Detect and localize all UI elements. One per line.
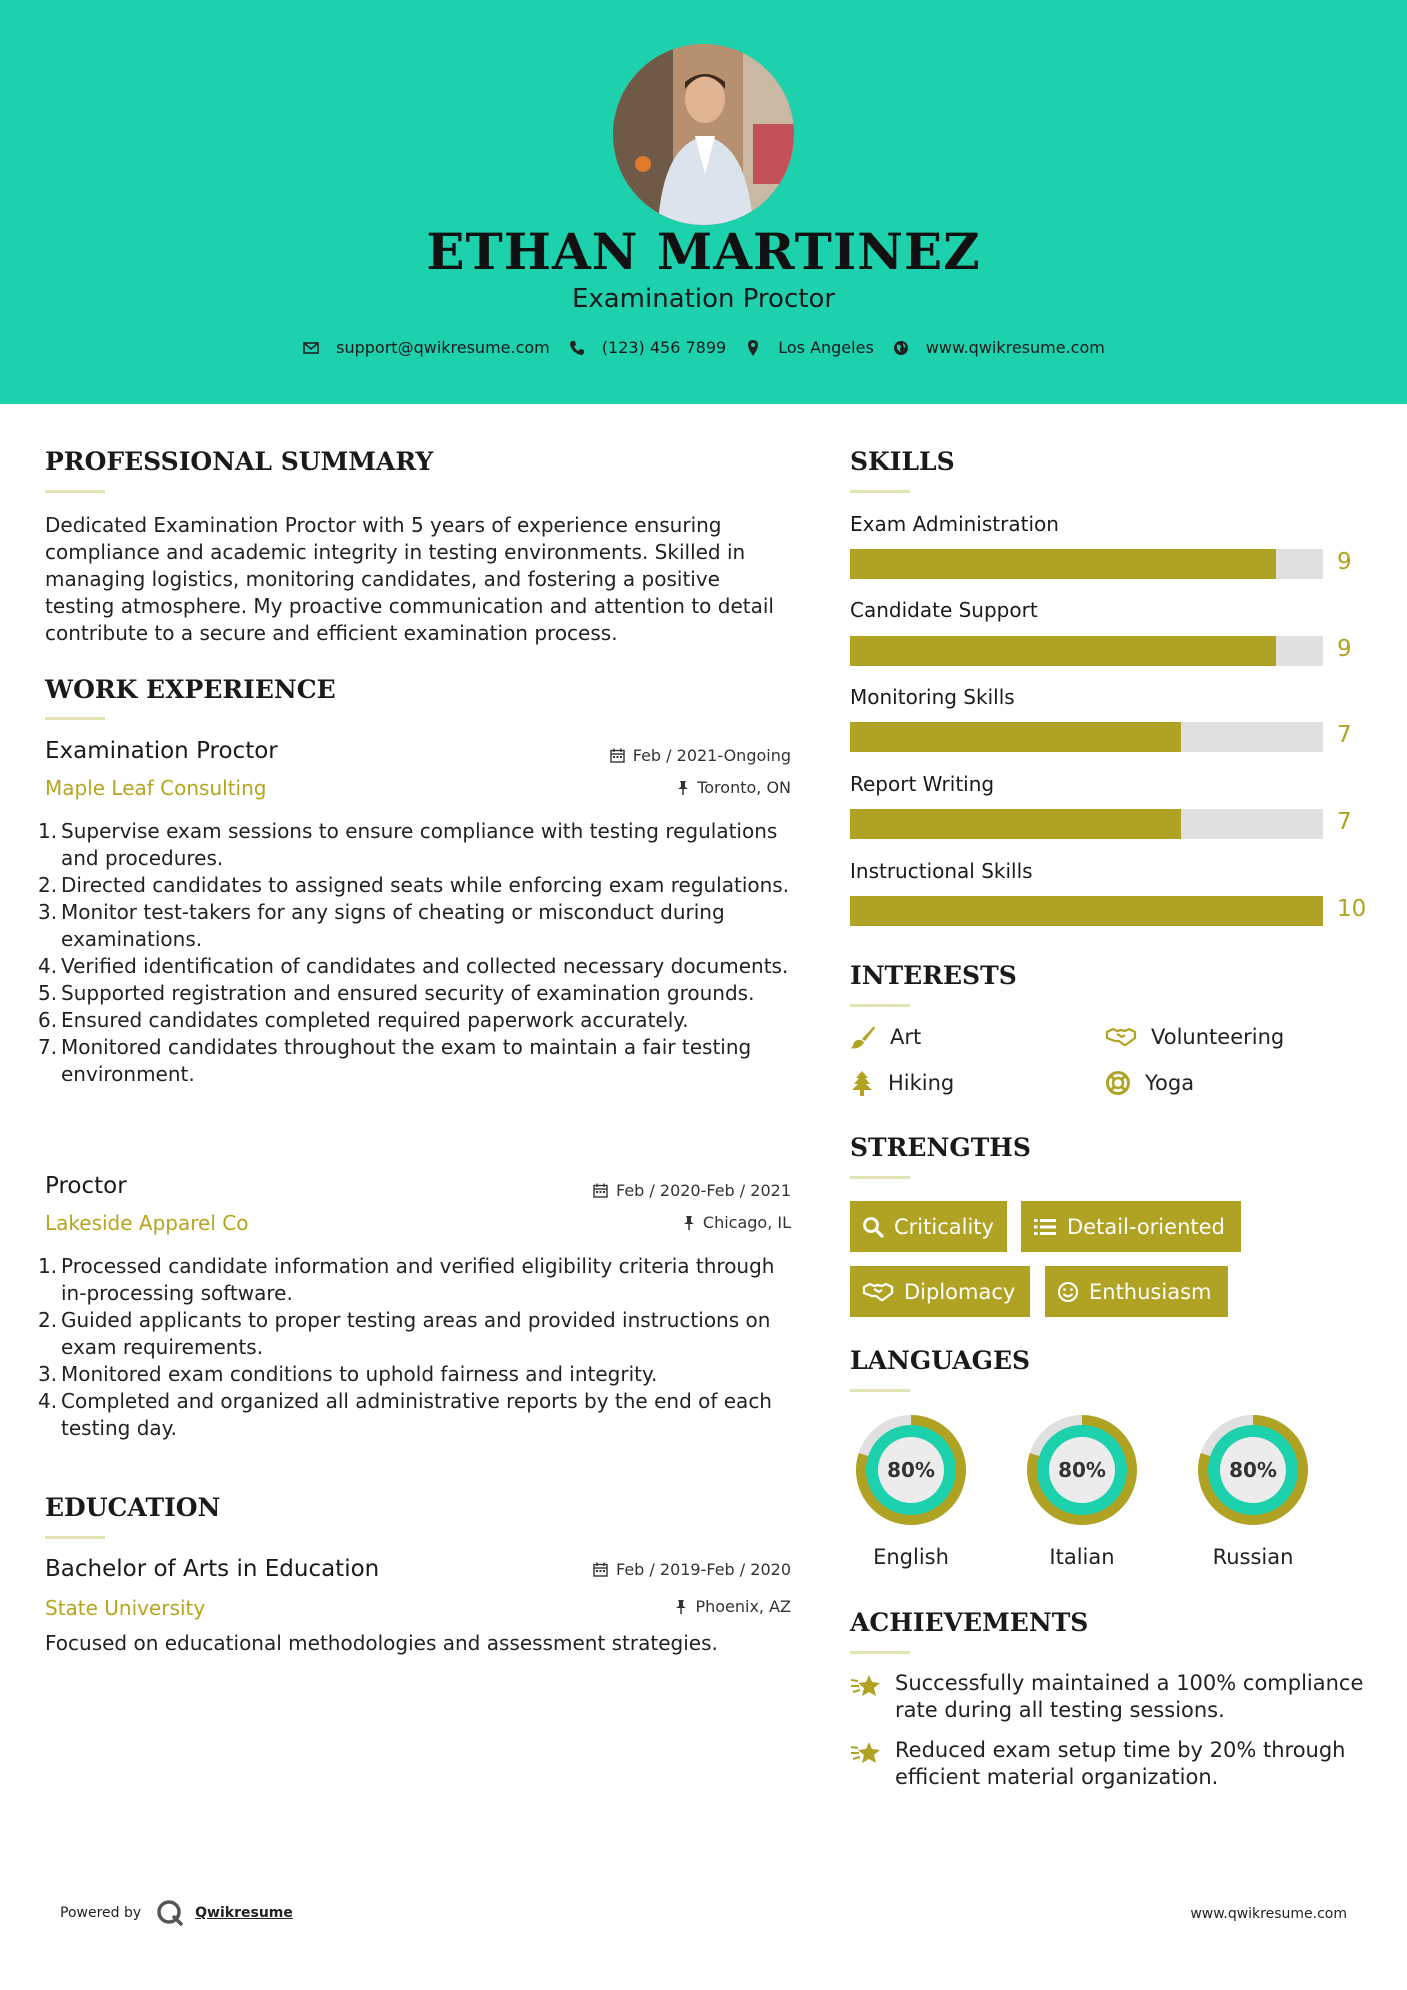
- contact-email[interactable]: [302, 338, 550, 357]
- job-1-dates: [560, 746, 791, 765]
- contact-location: [744, 338, 874, 357]
- skill-value: 9: [1337, 636, 1352, 662]
- strength-tag-enthusiasm: [1045, 1266, 1228, 1317]
- strength-label: Enthusiasm: [1089, 1279, 1212, 1304]
- skill-value: 7: [1337, 809, 1352, 835]
- list-item: 1. Processed candidate information and verified eligibility criteria through in-processing software.: [38, 1254, 775, 1305]
- language-italian-donut: [1021, 1409, 1143, 1531]
- interest-yoga-label: Yoga: [1145, 1071, 1195, 1095]
- list-item: 2. Directed candidates to assigned seats while enforcing exam regulations.: [38, 873, 790, 897]
- skill-bar-track: [850, 809, 1323, 839]
- job-1-title: Examination Proctor: [45, 738, 278, 764]
- list-item: 2. Guided applicants to proper testing areas and provided instructions on exam requirements.: [38, 1308, 771, 1359]
- pin-icon: [683, 1215, 695, 1230]
- languages-title: LANGUAGES: [850, 1346, 1031, 1375]
- education-location-text: Phoenix, AZ: [695, 1597, 791, 1616]
- footer-powered-by: [60, 1898, 293, 1928]
- qwikresume-link[interactable]: Qwikresume: [195, 1905, 293, 1921]
- calendar-icon: [610, 748, 625, 763]
- job-1-bullets: [38, 818, 798, 1088]
- work-title-underline: [45, 717, 105, 720]
- strength-label: Detail-oriented: [1067, 1214, 1225, 1239]
- person-photo-icon: [613, 44, 794, 225]
- language-label: Russian: [1212, 1545, 1294, 1569]
- contact-website[interactable]: [892, 338, 1105, 357]
- skill-bar-fill: [850, 549, 1276, 579]
- skill-label: Report Writing: [850, 772, 995, 796]
- interest-hiking-label: Hiking: [888, 1071, 955, 1095]
- shooting-star-icon: [850, 1739, 882, 1767]
- skill-bar-track: [850, 896, 1323, 926]
- interest-hiking: [850, 1070, 954, 1096]
- globe-icon: [892, 339, 910, 357]
- contact-email-text: support@qwikresume.com: [336, 338, 550, 357]
- candidate-role: Examination Proctor: [571, 284, 836, 314]
- calendar-icon: [593, 1183, 608, 1198]
- candidate-name: ETHAN MARTINEZ: [426, 222, 981, 281]
- skill-value: 9: [1337, 549, 1352, 575]
- skill-bar-track: [850, 636, 1323, 666]
- strength-tag-criticality: [850, 1201, 1007, 1252]
- interest-volunteering: [1105, 1025, 1284, 1049]
- qwikresume-logo-icon: [155, 1898, 185, 1928]
- skill-bar-track: [850, 549, 1323, 579]
- tree-icon: [850, 1070, 874, 1096]
- language-percent: 80%: [1058, 1458, 1106, 1482]
- education-dates-text: Feb / 2019-Feb / 2020: [616, 1560, 791, 1579]
- smile-icon: [1057, 1281, 1079, 1303]
- profile-photo: [613, 44, 794, 225]
- achievement-item: [850, 1737, 1370, 1791]
- interests-title: INTERESTS: [850, 961, 1017, 990]
- job-2-location-text: Chicago, IL: [702, 1213, 791, 1232]
- phone-icon: [568, 339, 586, 357]
- achievements-title: ACHIEVEMENTS: [850, 1608, 1089, 1637]
- contact-website-text: www.qwikresume.com: [925, 338, 1105, 357]
- interest-art-label: Art: [890, 1025, 922, 1049]
- education-title-underline: [45, 1536, 105, 1539]
- job-1-location: [560, 778, 791, 797]
- job-2-title: Proctor: [45, 1173, 127, 1199]
- languages-title-underline: [850, 1389, 910, 1392]
- interest-yoga: [1105, 1070, 1194, 1096]
- contact-phone-text: (123) 456 7899: [601, 338, 727, 357]
- strength-tag-detail-oriented: [1021, 1201, 1241, 1252]
- strengths-title-underline: [850, 1176, 910, 1179]
- job-1-company: Maple Leaf Consulting: [45, 776, 267, 800]
- map-marker-icon: [744, 339, 762, 357]
- education-school: State University: [45, 1596, 206, 1620]
- contact-bar: [0, 338, 1407, 357]
- interest-volunteering-label: Volunteering: [1151, 1025, 1285, 1049]
- list-item: 6. Ensured candidates completed required paperwork accurately.: [38, 1008, 689, 1032]
- handshake-icon: [1105, 1025, 1137, 1049]
- pin-icon: [677, 780, 689, 795]
- job-2-company: Lakeside Apparel Co: [45, 1211, 249, 1235]
- list-item: 3. Monitored exam conditions to uphold fairness and integrity.: [38, 1362, 658, 1386]
- skill-value: 7: [1337, 722, 1352, 748]
- list-item: 4. Completed and organized all administrative reports by the end of each testing day.: [38, 1389, 772, 1440]
- pin-icon: [675, 1599, 687, 1614]
- calendar-icon: [593, 1562, 608, 1577]
- interests-title-underline: [850, 1004, 910, 1007]
- skills-title-underline: [850, 490, 910, 493]
- list-item: 7. Monitored candidates throughout the exam to maintain a fair testing environment.: [38, 1035, 752, 1086]
- skill-bar-fill: [850, 809, 1181, 839]
- skill-bar-track: [850, 722, 1323, 752]
- skills-title: SKILLS: [850, 447, 955, 476]
- strength-label: Criticality: [894, 1214, 994, 1239]
- education-dates: [560, 1560, 791, 1579]
- skill-label: Instructional Skills: [850, 859, 1033, 883]
- summary-title-underline: [45, 490, 105, 493]
- job-2-location: [560, 1213, 791, 1232]
- language-label: Italian: [1049, 1545, 1115, 1569]
- language-label: English: [873, 1545, 949, 1569]
- contact-phone[interactable]: [568, 338, 726, 357]
- lifering-icon: [1105, 1070, 1131, 1096]
- job-1-location-text: Toronto, ON: [697, 778, 791, 797]
- list-icon: [1033, 1217, 1057, 1237]
- achievements-title-underline: [850, 1651, 910, 1654]
- job-2-bullets: [38, 1253, 798, 1442]
- list-item: 5. Supported registration and ensured security of examination grounds.: [38, 981, 755, 1005]
- skill-bar-fill: [850, 896, 1323, 926]
- job-2-dates: [560, 1181, 791, 1200]
- strength-label: Diplomacy: [904, 1279, 1016, 1304]
- language-percent: 80%: [1229, 1458, 1277, 1482]
- strengths-title: STRENGTHS: [850, 1133, 1031, 1162]
- skill-value: 10: [1337, 896, 1367, 922]
- footer-website[interactable]: www.qwikresume.com: [1190, 1906, 1347, 1922]
- summary-text: Dedicated Examination Proctor with 5 years of experience ensuring compliance and academic integrity in testing environments. Skilled in managing logistics, monitoring candidates, and fostering a positive testing atmosphere. My proactive communication and attention to detail contribute to a secure and efficient examination process.: [45, 513, 774, 645]
- skill-bar-fill: [850, 722, 1181, 752]
- summary-title: PROFESSIONAL SUMMARY: [45, 447, 434, 476]
- search-icon: [862, 1216, 884, 1238]
- list-item: 3. Monitor test-takers for any signs of cheating or misconduct during examinations.: [38, 900, 725, 951]
- paintbrush-icon: [850, 1025, 876, 1049]
- envelope-icon: [302, 339, 320, 357]
- job-1-dates-text: Feb / 2021-Ongoing: [632, 746, 791, 765]
- resume-header: [0, 0, 1407, 404]
- achievement-item: [850, 1670, 1370, 1724]
- work-title: WORK EXPERIENCE: [45, 675, 336, 704]
- education-description: Focused on educational methodologies and assessment strategies.: [45, 1631, 718, 1655]
- skill-label: Exam Administration: [850, 512, 1059, 536]
- education-title: EDUCATION: [45, 1493, 221, 1522]
- education-location: [560, 1597, 791, 1616]
- education-degree: Bachelor of Arts in Education: [45, 1556, 380, 1582]
- handshake-icon: [862, 1280, 894, 1304]
- list-item: 4. Verified identification of candidates and collected necessary documents.: [38, 954, 789, 978]
- language-russian-donut: [1192, 1409, 1314, 1531]
- shooting-star-icon: [850, 1672, 882, 1700]
- skill-label: Monitoring Skills: [850, 685, 1015, 709]
- achievement-text: Successfully maintained a 100% compliance rate during all testing sessions.: [895, 1671, 1364, 1722]
- interest-art: [850, 1025, 921, 1049]
- achievement-text: Reduced exam setup time by 20% through efficient material organization.: [895, 1738, 1346, 1789]
- skill-bar-fill: [850, 636, 1276, 666]
- language-percent: 80%: [887, 1458, 935, 1482]
- skill-label: Candidate Support: [850, 598, 1038, 622]
- job-2-dates-text: Feb / 2020-Feb / 2021: [616, 1181, 791, 1200]
- language-english-donut: [850, 1409, 972, 1531]
- list-item: 1. Supervise exam sessions to ensure compliance with testing regulations and procedures.: [38, 819, 778, 870]
- powered-by-label: Powered by: [60, 1905, 142, 1921]
- contact-location-text: Los Angeles: [778, 338, 874, 357]
- strength-tag-diplomacy: [850, 1266, 1030, 1317]
